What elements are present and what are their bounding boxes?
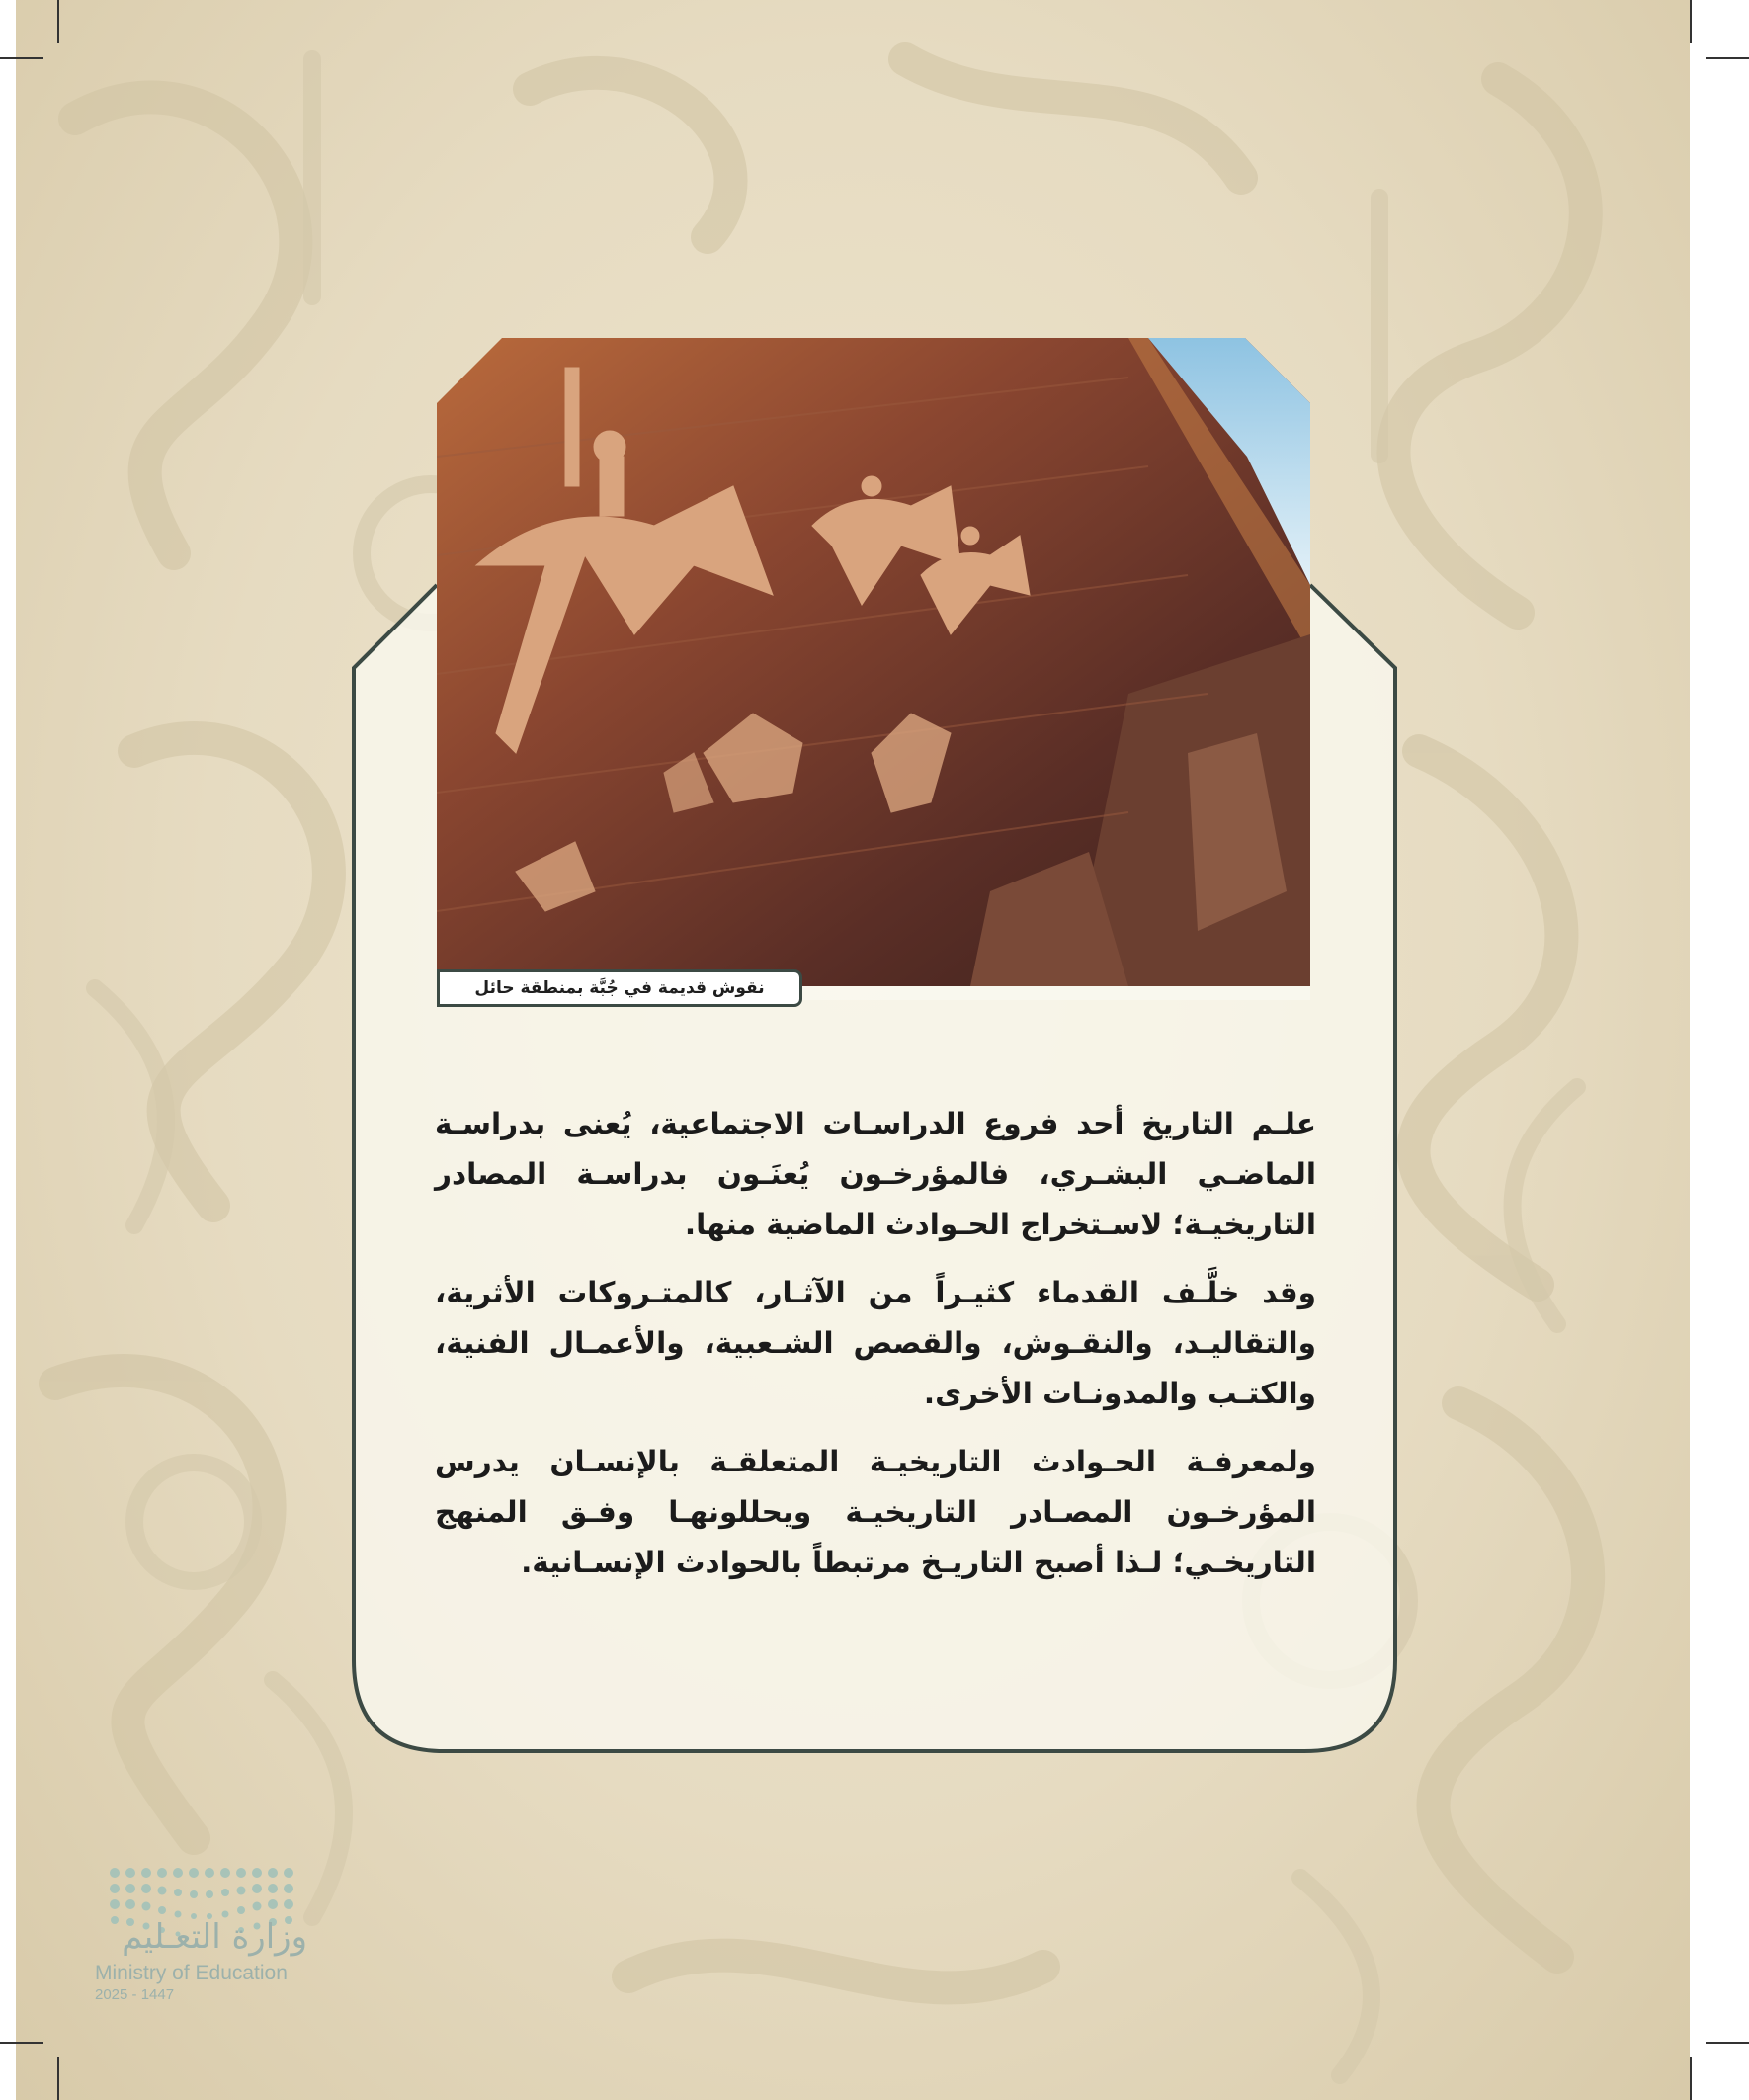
body-text (435, 1099, 1316, 1606)
rock-art-photo (437, 338, 1310, 986)
photo-caption: نقوش قديمة في جُبَّة بمنطقة حائل (437, 969, 802, 1007)
paragraph: وقد خلَّـف القدماء كثيـراً من الآثـار، كالمتـروكات الأثرية، والتقاليـد، والنقـوش، والقصص الشـعبية، والأعمـال الفنية، والكتـب والمدونـات الأخرى. (435, 1276, 1316, 1410)
paragraph: علـم التاريخ أحد فروع الدراسـات الاجتماعية، يُعنى بدراسـة الماضـي البشـري، فالمؤرخـون يُعنَـون بدراسـة المصادر التاريخيـة؛ لاسـتخراج الحـوادث الماضية منها. (435, 1107, 1316, 1241)
paragraph: ولمعرفـة الحـوادث التاريخيـة المتعلقـة بالإنسـان يدرس المؤرخـون المصـادر التاريخيـة ويحللونهـا وفـق المنهج التاريخـي؛ لـذا أصبح التاريـخ مرتبطاً بالحوادث الإنسـانية. (435, 1445, 1316, 1579)
edition-year: 2025 - 1447 (95, 1986, 175, 2003)
ministry-name-english: Ministry of Education (95, 1962, 288, 1984)
ministry-name-arabic: وزارة التعـليم (122, 1917, 307, 1957)
